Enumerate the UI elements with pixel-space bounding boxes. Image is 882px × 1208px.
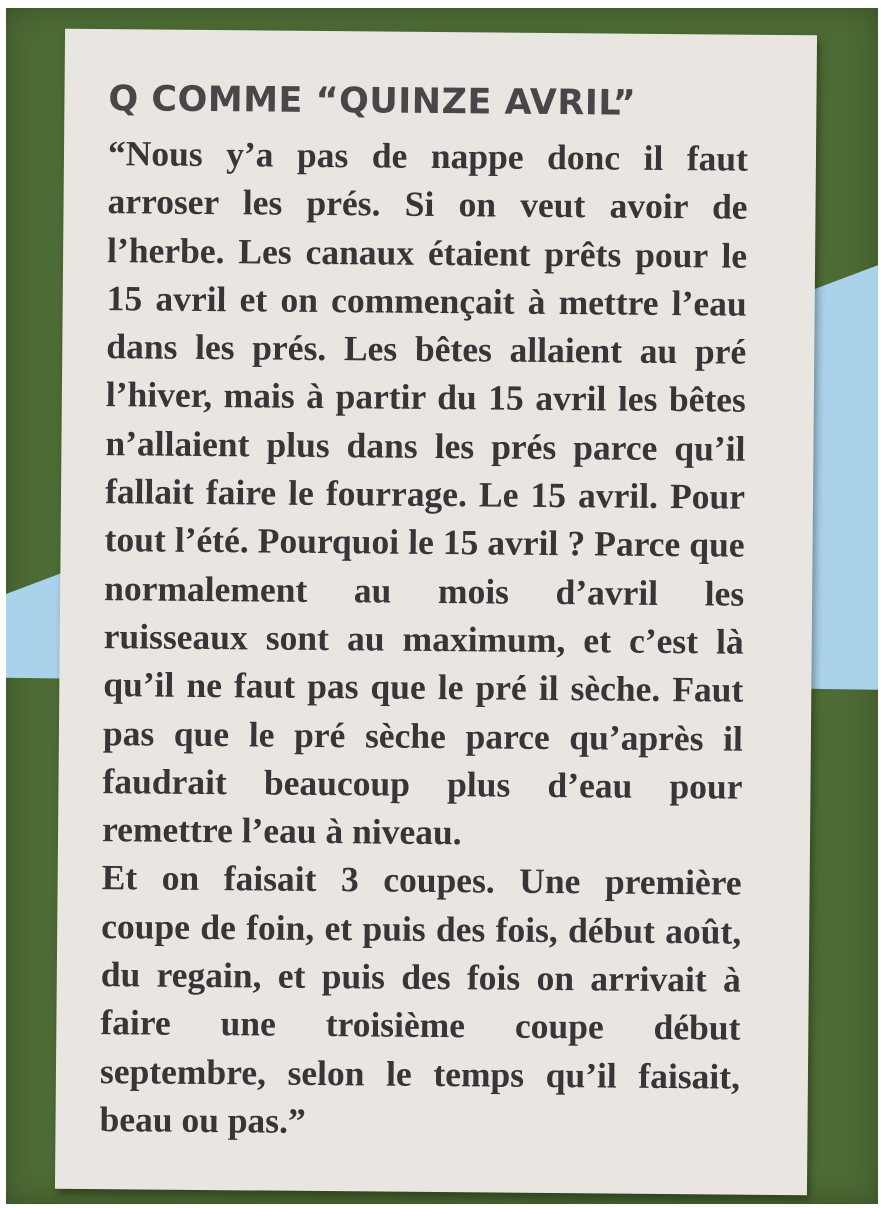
- card-title: Q COMME “QUINZE AVRIL”: [108, 79, 637, 124]
- information-card: [55, 29, 817, 1196]
- quote-paragraph-2: Et on faisait 3 coupes. Une première coupe de foin, et puis des fois, début août, du regain, et puis des fois on arrivait à faire une troisième coupe début septembre, selon le temps qu’il faisait, beau ou pas.”: [99, 857, 742, 1141]
- card-body: [99, 129, 748, 1149]
- quote-paragraph-1: “Nous y’a pas de nappe donc il faut arroser les prés. Si on veut avoir de l’herbe. Les canaux étaient prêts pour le 15 avril et on commençait à mettre l’eau dans les prés. Les bêtes allaient au pré l’hiver, mais à partir du 15 avril les bêtes n’allaient plus dans les prés parce qu’il fallait faire le fourrage. Le 15 avril. Pour tout l’été. Pourquoi le 15 avril ? Parce que normalement au mois d’avril les ruisseaux sont au maximum, et c’est là qu’il ne faut pas que le pré il sèche. Faut pas que le pré sèche parce qu’après il faudrait beaucoup plus d’eau pour remettre l’eau à niveau.: [101, 133, 749, 853]
